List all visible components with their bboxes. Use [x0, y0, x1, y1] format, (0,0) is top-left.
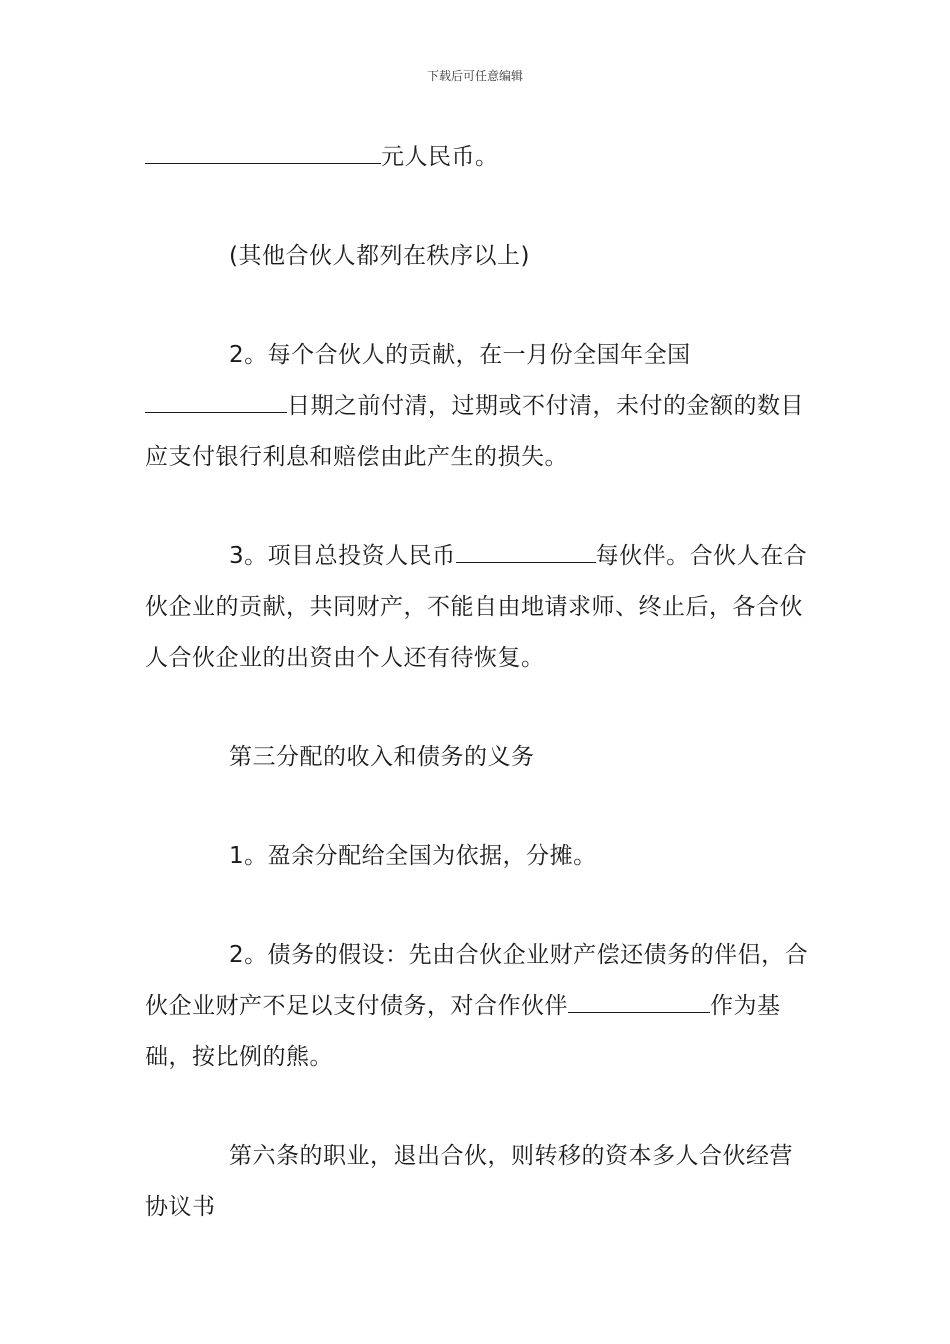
section-heading: 第三分配的收入和债务的义务	[229, 744, 535, 770]
page-header: 下载后可任意编辑	[426, 69, 523, 83]
paragraph-text: 日期之前付清，过期或不付清，未付的金额的数目应支付银行利息和赔偿由此产生的损失。	[145, 393, 804, 470]
fill-blank[interactable]	[145, 135, 381, 164]
paragraph-text: 3。项目总投资人民币	[229, 543, 456, 569]
paragraph-text: 2。每个合伙人的贡献，在一月份全国年全国	[229, 342, 691, 368]
paragraph-amount	[145, 132, 810, 183]
fill-blank[interactable]	[568, 984, 710, 1013]
paragraph-distribution-1: 1。盈余分配给全国为依据，分摊。	[229, 843, 597, 869]
paragraph-note: (其他合伙人都列在秩序以上)	[229, 243, 530, 269]
paragraph-text: 作为基础，按比例的熊。	[145, 993, 781, 1070]
paragraph-text: 元人民币。	[381, 144, 499, 170]
paragraph-text: 2。债务的假设：先由合伙企业财产偿还债务的伴侣，合伙企业财产不足以支付债务，对合作伙伴	[145, 942, 809, 1019]
paragraph-clause-3	[145, 531, 810, 684]
fill-blank[interactable]	[145, 384, 287, 413]
paragraph-article-6: 第六条的职业，退出合伙，则转移的资本多人合伙经营协议书	[145, 1143, 793, 1220]
document-body	[145, 132, 810, 1233]
paragraph-clause-2	[145, 330, 810, 483]
paragraph-text: 每伙伴。合伙人在合伙企业的贡献，共同财产，不能自由地请求师、终止后，各合伙人合伙企业的出资由个人还有待恢复。	[145, 543, 808, 671]
paragraph-distribution-2	[145, 930, 810, 1083]
fill-blank[interactable]	[456, 534, 596, 563]
